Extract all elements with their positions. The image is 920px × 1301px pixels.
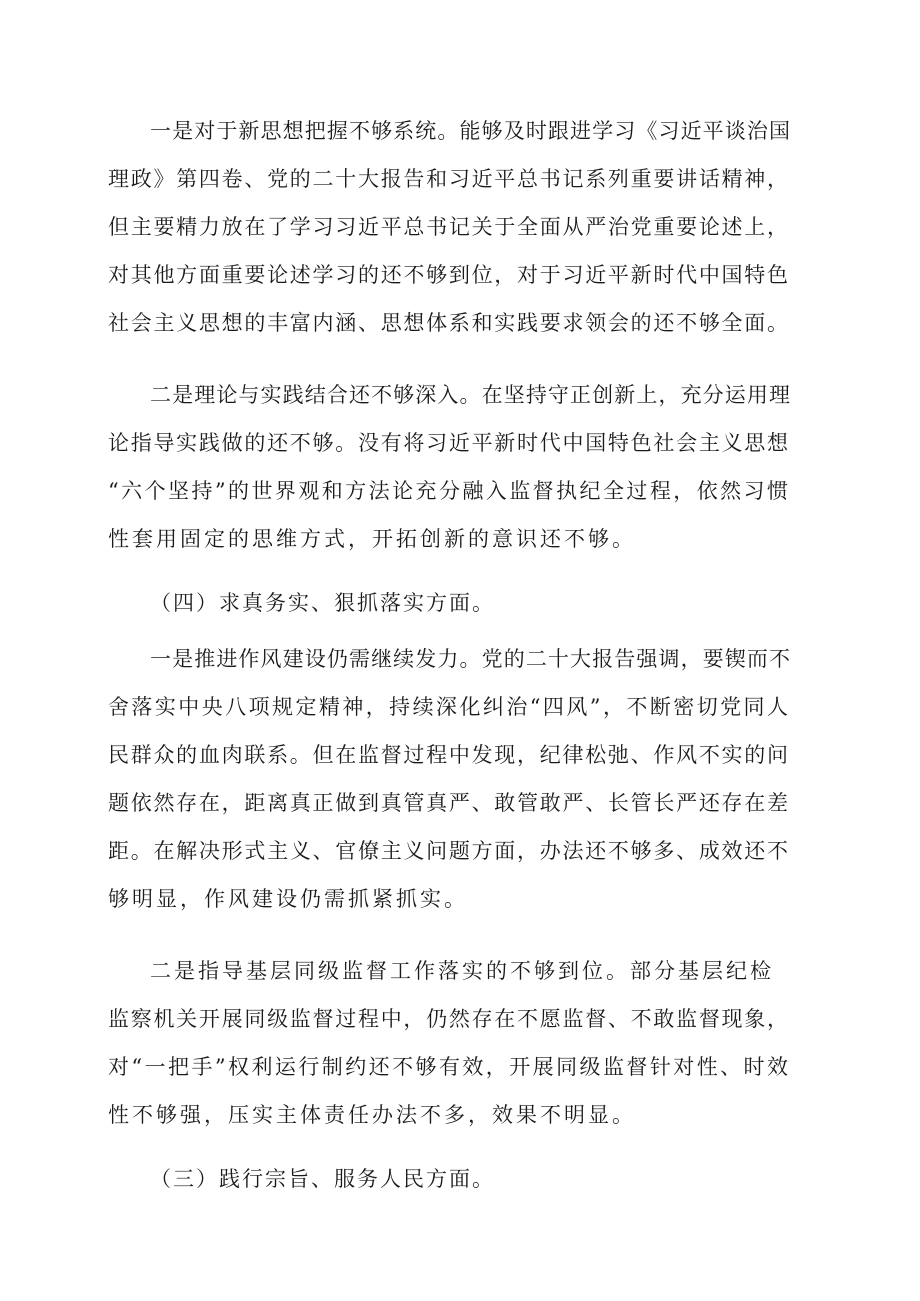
text-line: 民群众的血肉联系。但在监督过程中发现，纪律松弛、作风不实的问 [108, 743, 788, 767]
text-line: 性套用固定的思维方式，开拓创新的意识还不够。 [108, 527, 636, 551]
text-line: 够明显，作风建设仍需抓紧抓实。 [108, 887, 468, 911]
text-line: 理政》第四卷、党的二十大报告和习近平总书记系列重要讲话精神， [108, 167, 788, 191]
text-line: 舍落实中央八项规定精神，持续深化纠治“四风”，不断密切党同人 [108, 695, 788, 719]
text-line: 距。在解决形式主义、官僚主义问题方面，办法还不够多、成效还不 [108, 839, 788, 863]
text-line: 二是指导基层同级监督工作落实的不够到位。部分基层纪检 [150, 959, 774, 983]
text-line: 对其他方面重要论述学习的还不够到位，对于习近平新时代中国特色 [108, 263, 788, 287]
text-line: 对“一把手”权利运行制约还不够有效，开展同级监督针对性、时效 [108, 1055, 788, 1079]
text-line: 性不够强，压实主体责任办法不多，效果不明显。 [108, 1103, 636, 1127]
text-line: “六个坚持”的世界观和方法论充分融入监督执纪全过程，依然习惯 [108, 479, 788, 503]
text-line: 论指导实践做的还不够。没有将习近平新时代中国特色社会主义思想 [108, 431, 788, 455]
heading-text: （四）求真务实、狠抓落实方面。 [150, 591, 495, 615]
text-line: 一是推进作风建设仍需继续发力。党的二十大报告强调，要锲而不 [150, 647, 790, 671]
text-line: 社会主义思想的丰富内涵、思想体系和实践要求领会的还不够全面。 [108, 311, 788, 335]
heading-text: （三）践行宗旨、服务人民方面。 [150, 1167, 495, 1191]
text-line: 二是理论与实践结合还不够深入。在坚持守正创新上，充分运用理 [150, 383, 790, 407]
text-line: 但主要精力放在了学习习近平总书记关于全面从严治党重要论述上， [108, 215, 788, 239]
text-line: 监察机关开展同级监督过程中，仍然存在不愿监督、不敢监督现象， [108, 1007, 788, 1031]
text-line: 题依然存在，距离真正做到真管真严、敢管敢严、长管长严还存在差 [108, 791, 788, 815]
text-line: 一是对于新思想把握不够系统。能够及时跟进学习《习近平谈治国 [150, 119, 790, 143]
